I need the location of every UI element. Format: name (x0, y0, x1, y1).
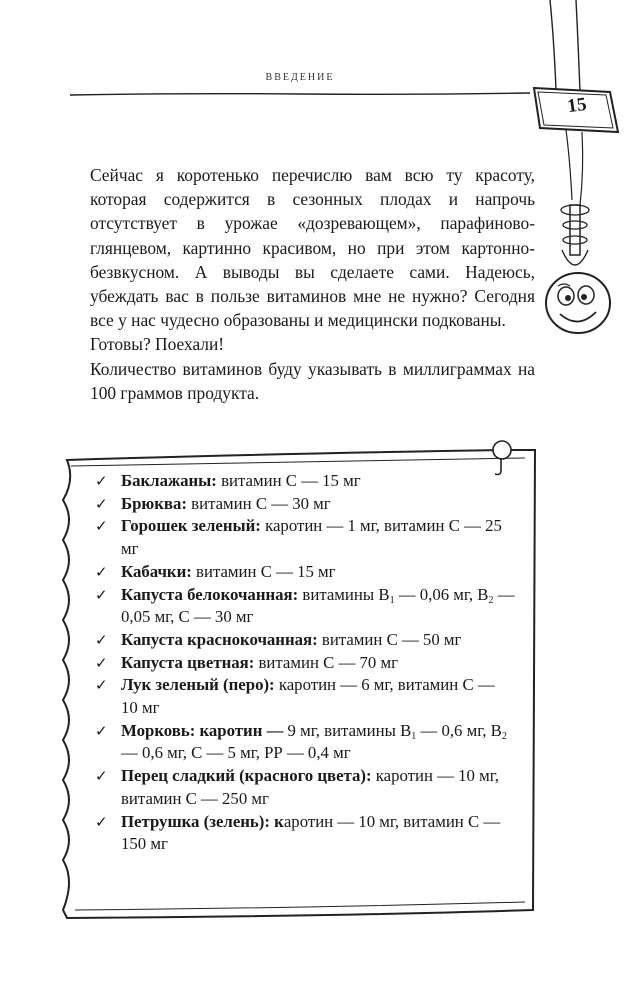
check-icon: ✓ (95, 494, 108, 513)
paragraph-ready: Готовы? Поехали! (90, 334, 225, 355)
check-icon: ✓ (95, 721, 108, 740)
check-icon: ✓ (95, 767, 108, 786)
check-icon: ✓ (95, 812, 108, 831)
body-text (90, 163, 535, 405)
list-item: ✓ Капуста цветная: витамин С — 70 мг (95, 652, 515, 675)
paragraph-intro: Сейчас я коротенько перечислю вам всю ту красоту, которая содержится в сезонных плодах и напрочь отсутствует в урожае «дозревающем», парафиново-глянцевом, картинно красивом, но при этом картонно-безвкусном. А выводы вы сделаете сами. Надеюсь, убеждать вас в пользе витаминов мне не нужно? Сегодня все у нас чудесно образованы и медицински подкованы. (90, 165, 535, 331)
list-item: ✓ Горошек зеленый: каротин — 1 мг, витамин С — 25 мг (95, 516, 502, 559)
list-item: ✓ Капуста краснокочанная: витамин С — 50 мг (95, 629, 515, 652)
list-item: ✓ Морковь: каротин — 9 мг, витамины $В_1$ — 0,6 мг, $В_2$ — 0,6 мг, С — 5 мг, РР — 0,4 мг (95, 720, 507, 763)
list-item: ✓ Лук зеленый (перо): каротин — 6 мг, витамин С — 10 мг (95, 675, 495, 718)
list-item: ✓ Петрушка (зелень): каротин — 10 мг, витамин С — 150 мг (95, 811, 501, 854)
check-icon: ✓ (95, 653, 108, 672)
list-item: ✓ Капуста белокочанная: витамины $В_1$ — 0,06 мг, $В_2$ — 0,05 мг, С — 30 мг (95, 584, 515, 627)
check-icon: ✓ (95, 585, 108, 604)
list-item: ✓ Кабачки: витамин С — 15 мг (95, 561, 515, 584)
check-icon: ✓ (95, 676, 108, 695)
trumpet-character-illustration (520, 0, 644, 350)
paragraph-units: Количество витаминов буду указывать в миллиграммах на 100 граммов продукта. (90, 358, 535, 403)
check-icon: ✓ (95, 472, 108, 490)
header-rule (70, 90, 530, 98)
list-item: ✓ Баклажаны: витамин С — 15 мг (95, 470, 515, 493)
list-item: ✓ Перец сладкий (красного цвета): каротин — 10 мг, витамин С — 250 мг (95, 766, 499, 808)
page-number: 15 (566, 93, 588, 118)
check-icon: ✓ (95, 517, 108, 536)
running-head: ВВЕДЕНИЕ (265, 72, 335, 83)
vitamin-list (95, 470, 515, 856)
list-item: ✓ Брюква: витамин С — 30 мг (95, 493, 515, 516)
check-icon: ✓ (95, 630, 108, 649)
check-icon: ✓ (95, 562, 108, 581)
